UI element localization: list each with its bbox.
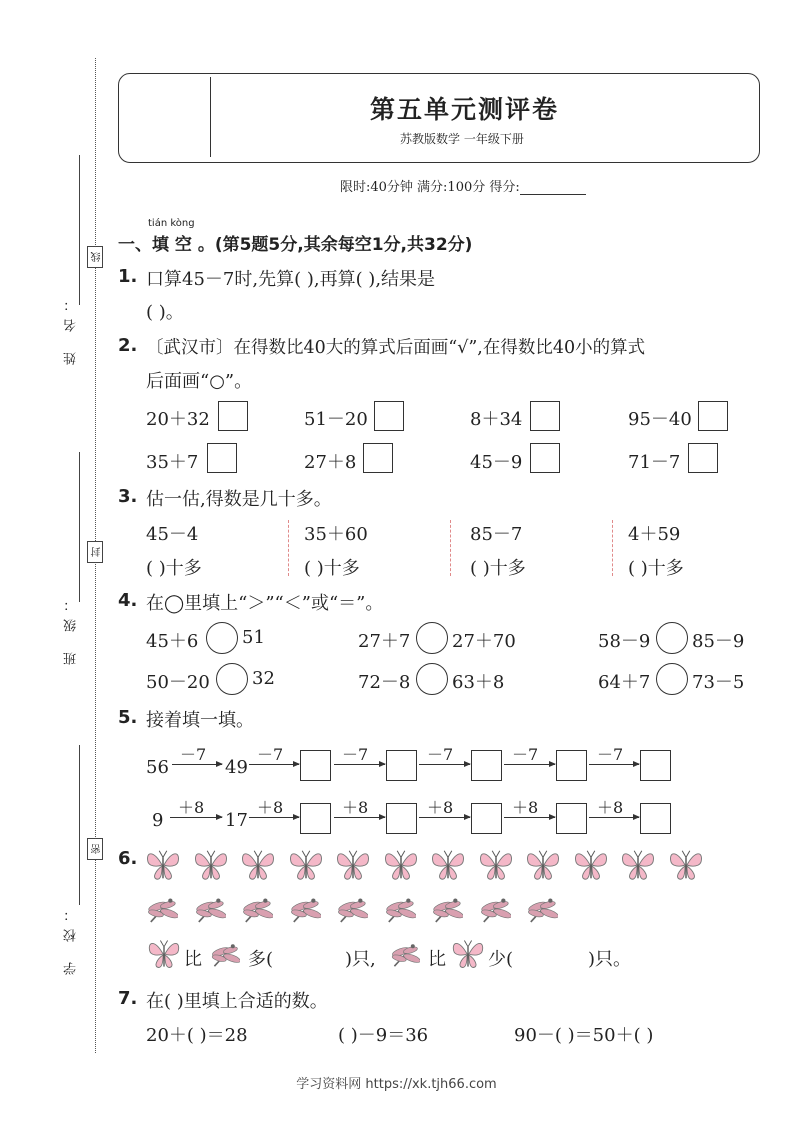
butterfly-icon: [334, 846, 372, 888]
page-subtitle: 苏教版数学 一年级下册: [400, 132, 524, 146]
q4-number: 4.: [118, 590, 138, 611]
q4-left: 27＋7: [358, 631, 411, 652]
q5-row1-second: 49: [225, 757, 248, 778]
q5-operation: ＋8: [257, 798, 284, 817]
q5-answer-box[interactable]: [640, 803, 671, 834]
butterfly-icon: [146, 936, 182, 976]
q2-expr: 71－7: [628, 452, 681, 473]
q5-text: 接着填一填。: [146, 710, 254, 731]
butterfly-icon: [144, 846, 182, 888]
q5-number: 5.: [118, 707, 138, 728]
q7-number: 7.: [118, 988, 138, 1009]
q4-left: 64＋7: [598, 672, 651, 693]
dragonfly-icon: [429, 893, 463, 931]
q3-answer[interactable]: ( )十多: [304, 558, 360, 579]
q1-line1: 口算45－7时,先算( ),再算( ),结果是: [146, 269, 436, 290]
q5-operation: －7: [342, 745, 369, 764]
q2-answer-box[interactable]: [698, 401, 728, 431]
q7-item[interactable]: ( )－9＝36: [338, 1025, 429, 1046]
q2-answer-box[interactable]: [530, 401, 560, 431]
dragonfly-icon: [144, 893, 178, 931]
score-line-text: 限时:40分钟 满分:100分 得分:: [340, 180, 520, 195]
q1-number: 1.: [118, 266, 138, 287]
q5-answer-box[interactable]: [300, 803, 331, 834]
page-title: 第五单元测评卷: [370, 95, 560, 124]
butterfly-icon: [382, 846, 420, 888]
q5-answer-box[interactable]: [386, 803, 417, 834]
q3-expr: 85－7: [470, 524, 523, 545]
butterfly-icon: [524, 846, 562, 888]
cut-mark-line: 线: [87, 246, 103, 268]
butterfly-icon: [450, 936, 486, 976]
q5-operation: －7: [512, 745, 539, 764]
q2-line1: 〔武汉市〕在得数比40大的算式后面画“√”,在得数比40小的算式: [146, 338, 646, 358]
section-title: 一、填 空 。(第5题5分,其余每空1分,共32分): [118, 235, 473, 255]
q2-expr: 51－20: [304, 409, 368, 430]
butterfly-icon: [477, 846, 515, 888]
q4-right: 27＋70: [452, 631, 516, 652]
q2-answer-box[interactable]: [374, 401, 404, 431]
butterfly-icon: [572, 846, 610, 888]
q4-left: 58－9: [598, 631, 651, 652]
q2-expr: 27＋8: [304, 452, 357, 473]
q5-answer-box[interactable]: [386, 750, 417, 781]
butterfly-icon: [239, 846, 277, 888]
q4-left: 45＋6: [146, 631, 199, 652]
q5-answer-box[interactable]: [556, 803, 587, 834]
q3-divider: [612, 520, 613, 576]
q4-left: 72－8: [358, 672, 411, 693]
dragonfly-icon: [382, 893, 416, 931]
q3-number: 3.: [118, 486, 138, 507]
q1-line2: ( )。: [146, 302, 184, 323]
dragonfly-icon: [524, 893, 558, 931]
q5-operation: ＋8: [597, 798, 624, 817]
q5-answer-box[interactable]: [471, 750, 502, 781]
q3-divider: [450, 520, 451, 576]
q2-expr: 45－9: [470, 452, 523, 473]
q2-answer-box[interactable]: [363, 443, 393, 473]
q4-compare-circle[interactable]: [416, 622, 448, 654]
q4-left: 50－20: [146, 672, 210, 693]
q5-answer-box[interactable]: [300, 750, 331, 781]
q2-expr: 35＋7: [146, 452, 199, 473]
q3-text: 估一估,得数是几十多。: [146, 489, 332, 510]
dragonfly-icon: [208, 939, 240, 975]
q5-row1-start: 56: [146, 757, 169, 778]
q4-right: 63＋8: [452, 672, 505, 693]
q5-operation: －7: [180, 745, 207, 764]
q5-operation: ＋8: [512, 798, 539, 817]
q5-row2-second: 17: [225, 810, 248, 831]
school-underline: [79, 745, 80, 905]
q6-word: )只。: [588, 949, 632, 970]
q2-expr: 95－40: [628, 409, 692, 430]
dragonfly-icon: [192, 893, 226, 931]
cut-mark-secret: 密: [87, 838, 103, 860]
q7-item[interactable]: 20＋( )＝28: [146, 1025, 248, 1046]
q2-answer-box[interactable]: [207, 443, 237, 473]
q3-expr: 4＋59: [628, 524, 681, 545]
q5-operation: ＋8: [342, 798, 369, 817]
q4-right: 85－9: [692, 631, 745, 652]
q5-answer-box[interactable]: [471, 803, 502, 834]
q4-compare-circle[interactable]: [216, 663, 248, 695]
butterfly-icon: [429, 846, 467, 888]
q7-item[interactable]: 90－( )＝50＋( ): [514, 1025, 654, 1046]
q4-right: 32: [252, 668, 275, 689]
q4-compare-circle[interactable]: [416, 663, 448, 695]
q7-text: 在( )里填上合适的数。: [146, 991, 328, 1012]
q6-number: 6.: [118, 848, 138, 869]
q4-compare-circle[interactable]: [656, 663, 688, 695]
q5-operation: ＋8: [427, 798, 454, 817]
q3-expr: 45－4: [146, 524, 199, 545]
dragonfly-icon: [388, 939, 420, 975]
q4-right: 51: [242, 627, 265, 648]
q3-answer[interactable]: ( )十多: [628, 558, 684, 579]
q5-row2-start: 9: [152, 810, 164, 831]
dragonfly-icon: [287, 893, 321, 931]
q5-operation: ＋8: [178, 798, 205, 817]
school-label: 学 校：: [64, 900, 79, 976]
q5-answer-box[interactable]: [640, 750, 671, 781]
q3-answer[interactable]: ( )十多: [146, 558, 202, 579]
class-label: 班 级：: [64, 590, 79, 666]
dragonfly-icon: [477, 893, 511, 931]
q3-answer[interactable]: ( )十多: [470, 558, 526, 579]
footer-watermark: 学习资料网 https://xk.tjh66.com: [296, 1077, 497, 1092]
q5-operation: －7: [427, 745, 454, 764]
q2-expr: 20＋32: [146, 409, 210, 430]
q5-operation: －7: [257, 745, 284, 764]
class-underline: [79, 452, 80, 602]
q2-line2: 后面画“○”。: [146, 371, 253, 392]
q3-expr: 35＋60: [304, 524, 368, 545]
name-underline: [79, 155, 80, 305]
name-label: 姓 名：: [64, 290, 79, 366]
dragonfly-icon: [334, 893, 368, 931]
q2-expr: 8＋34: [470, 409, 523, 430]
q6-word: )只,: [345, 949, 376, 970]
cut-mark-seal: 封: [87, 541, 103, 563]
q4-text: 在◯里填上“＞”“＜”或“＝”。: [146, 593, 384, 614]
q5-operation: －7: [597, 745, 624, 764]
q5-answer-box[interactable]: [556, 750, 587, 781]
title-divider: [210, 77, 211, 157]
q6-word: 比: [428, 949, 446, 970]
dragonfly-icon: [239, 893, 273, 931]
butterfly-icon: [287, 846, 325, 888]
score-line: [340, 176, 586, 195]
score-blank[interactable]: [520, 194, 586, 195]
q2-answer-box[interactable]: [530, 443, 560, 473]
q3-divider: [288, 520, 289, 576]
butterfly-icon: [667, 846, 705, 888]
q6-word: 少(: [488, 949, 514, 970]
q2-answer-box[interactable]: [218, 401, 248, 431]
q2-answer-box[interactable]: [688, 443, 718, 473]
q4-compare-circle[interactable]: [206, 622, 238, 654]
q6-word: 比: [184, 949, 202, 970]
section-pinyin: tián kòng: [148, 218, 195, 229]
butterfly-icon: [619, 846, 657, 888]
q6-word: 多(: [248, 949, 274, 970]
butterfly-icon: [192, 846, 230, 888]
q4-right: 73－5: [692, 672, 745, 693]
q4-compare-circle[interactable]: [656, 622, 688, 654]
q2-number: 2.: [118, 335, 138, 356]
